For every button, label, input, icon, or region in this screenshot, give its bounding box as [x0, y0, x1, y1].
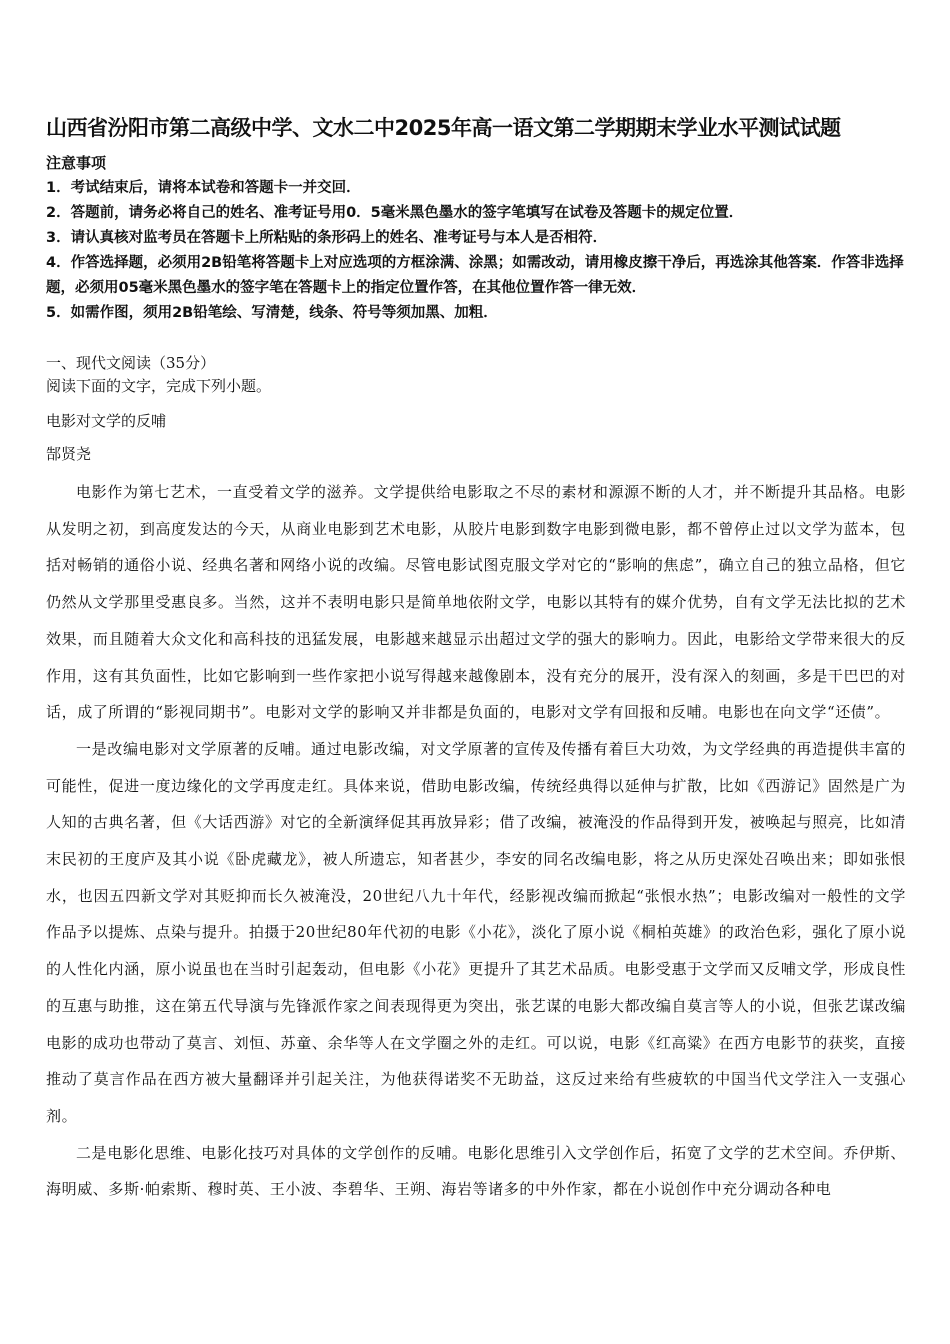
notice-item: 1．考试结束后，请将本试卷和答题卡一并交回．	[46, 180, 361, 196]
notice-item: 3．请认真核对监考员在答题卡上所粘贴的条形码上的姓名、准考证号与本人是否相符．	[46, 230, 608, 246]
article-paragraph: 电影作为第七艺术，一直受着文学的滋养。文学提供给电影取之不尽的素材和源源不断的人才，并不断提升其品格。电影从发明之初，到高度发达的今天，从商业电影到艺术电影，从胶片电影到数字电影到微电影，都不曾停止过以文学为蓝本，包括对畅销的通俗小说、经典名著和网络小说的改编。尽管电影试图克服文学对它的“影响的焦虑”，确立自己的独立品格，但它仍然从文学那里受惠良多。当然，这并不表明电影只是简单地依附文学，电影以其特有的媒介优势，自有文学无法比拟的艺术效果，而且随着大众文化和高科技的迅猛发展，电影越来越显示出超过文学的强大的影响力。因此，电影给文学带来很大的反作用，这有其负面性，比如它影响到一些作家把小说写得越来越像剧本，没有充分的展开，没有深入的刻画，多是干巴巴的对话，成了所谓的“影视同期书”。电影对文学的影响又并非都是负面的，电影对文学有回报和反哺。电影也在向文学“还债”。	[46, 483, 906, 722]
notice-list	[46, 176, 906, 326]
article-title: 电影对文学的反哺	[46, 412, 167, 430]
exam-title: 山西省汾阳市第二高级中学、文水二中2025年高一语文第二学期期末学业水平测试试题	[46, 116, 841, 140]
article-paragraph: 一是改编电影对文学原著的反哺。通过电影改编，对文学原著的宣传及传播有着巨大功效，为文学经典的再造提供丰富的可能性，促进一度边缘化的文学再度走红。具体来说，借助电影改编，传统经典得以延伸与扩散，比如《西游记》固然是广为人知的古典名著，但《大话西游》对它的全新演绎促其再放异彩；借了改编，被淹没的作品得到开发，被唤起与照亮，比如清末民初的王度庐及其小说《卧虎藏龙》，被人所遗忘，知者甚少，李安的同名改编电影，将之从历史深处召唤出来；即如张恨水，也因五四新文学对其贬抑而长久被淹没，20世纪八九十年代，经影视改编而掀起“张恨水热”；电影改编对一般性的文学作品予以提炼、点染与提升。拍摄于20世纪80年代初的电影《小花》，淡化了原小说《桐柏英雄》的政治色彩，强化了原小说的人性化内涵，原小说虽也在当时引起轰动，但电影《小花》更提升了其艺术品质。电影受惠于文学而又反哺文学，形成良性的互惠与助推，这在第五代导演与先锋派作家之间表现得更为突出，张艺谋的电影大都改编自莫言等人的小说，但张艺谋改编电影的成功也带动了莫言、刘恒、苏童、余华等人在文学圈之外的走红。可以说，电影《红高粱》在西方电影节的获奖，直接推动了莫言作品在西方被大量翻译并引起关注，为他获得诺奖不无助益，这反过来给有些疲软的中国当代文学注入一支强心剂。	[46, 739, 906, 1125]
notice-item: 4．作答选择题，必须用2B铅笔将答题卡上对应选项的方框涂满、涂黑；如需改动，请用橡皮擦干净后，再选涂其他答案．作答非选择题，必须用05毫米黑色墨水的签字笔在答题卡上的指定位置作答，在其他位置作答一律无效．	[46, 255, 904, 296]
section-heading: 一、现代文阅读（35分）	[46, 354, 216, 372]
article-body	[46, 474, 906, 1208]
reading-instruction: 阅读下面的文字，完成下列小题。	[46, 377, 272, 395]
article-paragraph: 二是电影化思维、电影化技巧对具体的文学创作的反哺。电影化思维引入文学创作后，拓宽了文学的艺术空间。乔伊斯、海明威、多斯·帕索斯、穆时英、王小波、李碧华、王朔、海岩等诸多的中外作家，都在小说创作中充分调动各种电	[46, 1143, 906, 1199]
notice-item: 5．如需作图，须用2B铅笔绘、写清楚，线条、符号等须加黑、加粗．	[46, 305, 498, 321]
notice-item: 2．答题前，请务必将自己的姓名、准考证号用0．5毫米黑色墨水的签字笔填写在试卷及答题卡的规定位置．	[46, 205, 744, 221]
article-author: 郜贤尧	[46, 445, 92, 463]
notice-heading: 注意事项	[46, 154, 107, 172]
